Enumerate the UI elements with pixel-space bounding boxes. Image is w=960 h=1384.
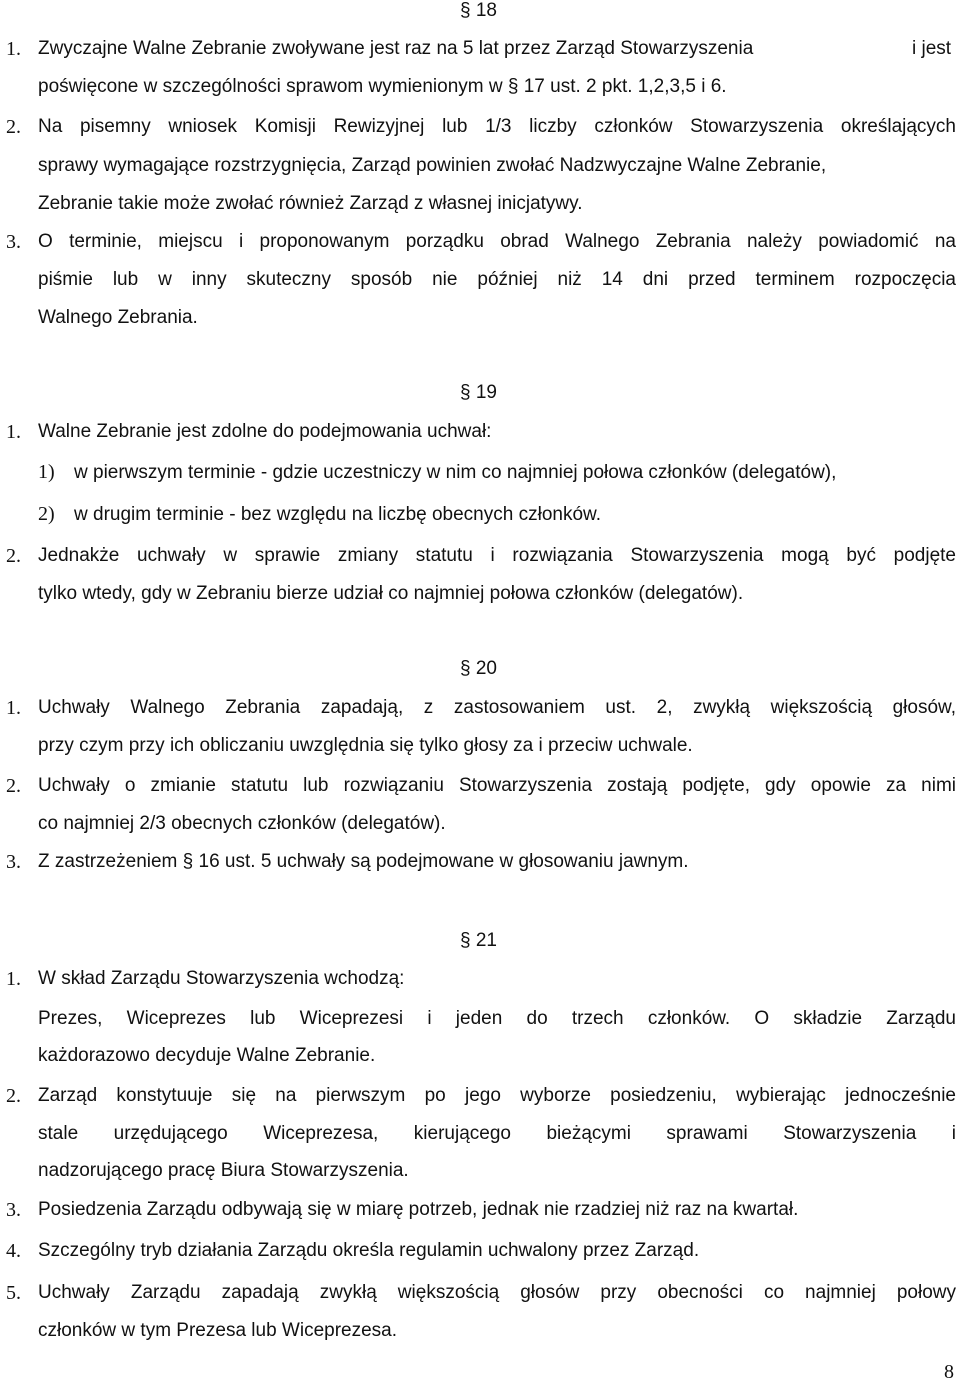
paragraph-line: sprawy wymagające rozstrzygnięcia, Zarząd powinien zwołać Nadzwyczajne Walne Zebranie, xyxy=(38,155,827,176)
paragraph-line: Zebranie takie może zwołać również Zarząd z własnej inicjatywy. xyxy=(38,193,583,214)
paragraph-line: nadzorującego pracę Biura Stowarzyszenia. xyxy=(38,1160,409,1181)
paragraph-number: 2. xyxy=(6,545,21,567)
sub-item-number: 1) xyxy=(38,461,55,483)
paragraph-number: 1. xyxy=(6,968,21,990)
page-number: 8 xyxy=(944,1361,954,1383)
paragraph-number: 1. xyxy=(6,697,21,719)
paragraph-line: tylko wtedy, gdy w Zebraniu bierze udział co najmniej połowa członków (delegatów). xyxy=(38,583,744,604)
paragraph-line: O terminie, miejscu i proponowanym porządku obrad Walnego Zebrania należy powiadomić na xyxy=(38,231,956,252)
paragraph-line: Uchwały Walnego Zebrania zapadają, z zastosowaniem ust. 2, zwykłą większością głosów, xyxy=(38,697,956,718)
paragraph-number: 1. xyxy=(6,38,21,60)
paragraph-line: poświęcone w szczególności sprawom wymienionym w § 17 ust. 2 pkt. 1,2,3,5 i 6. xyxy=(38,76,727,97)
sub-item-number: 2) xyxy=(38,503,55,525)
sub-item-text: w pierwszym terminie - gdzie uczestniczy w nim co najmniej połowa członków (delegatów), xyxy=(74,462,837,483)
paragraph-line: Jednakże uchwały w sprawie zmiany statutu i rozwiązania Stowarzyszenia mogą być podjęte xyxy=(38,545,956,566)
paragraph-line: członków w tym Prezesa lub Wiceprezesa. xyxy=(38,1320,398,1341)
paragraph-line: Uchwały o zmianie statutu lub rozwiązaniu Stowarzyszenia zostają podjęte, gdy opowie za nimi xyxy=(38,775,956,796)
paragraph-line-tail: i jest xyxy=(912,38,952,59)
paragraph-number: 5. xyxy=(6,1282,21,1304)
section-heading-20: § 20 xyxy=(460,658,497,679)
paragraph-line: przy czym przy ich obliczaniu uwzględnia się tylko głosy za i przeciw uchwale. xyxy=(38,735,693,756)
paragraph-line: Zwyczajne Walne Zebranie zwoływane jest raz na 5 lat przez Zarząd Stowarzyszenia xyxy=(38,38,754,59)
sub-item-text: w drugim terminie - bez względu na liczbę obecnych członków. xyxy=(74,504,601,525)
paragraph-line: stale urzędującego Wiceprezesa, kierującego bieżącymi sprawami Stowarzyszenia i xyxy=(38,1123,956,1144)
paragraph-line: W skład Zarządu Stowarzyszenia wchodzą: xyxy=(38,968,405,989)
paragraph-line: Z zastrzeżeniem § 16 ust. 5 uchwały są podejmowane w głosowaniu jawnym. xyxy=(38,851,689,872)
paragraph-line: piśmie lub w inny skuteczny sposób nie później niż 14 dni przed terminem rozpoczęcia xyxy=(38,269,956,290)
paragraph-number: 4. xyxy=(6,1240,21,1262)
section-heading-19: § 19 xyxy=(460,382,497,403)
paragraph-line: każdorazowo decyduje Walne Zebranie. xyxy=(38,1045,376,1066)
paragraph-line: co najmniej 2/3 obecnych członków (delegatów). xyxy=(38,813,446,834)
paragraph-number: 2. xyxy=(6,1085,21,1107)
paragraph-line: Zarząd konstytuuje się na pierwszym po jego wyborze posiedzeniu, wybierając jednocześnie xyxy=(38,1085,956,1106)
paragraph-number: 3. xyxy=(6,1199,21,1221)
paragraph-number: 2. xyxy=(6,116,21,138)
paragraph-line: Walnego Zebrania. xyxy=(38,307,198,328)
paragraph-line: Posiedzenia Zarządu odbywają się w miarę potrzeb, jednak nie rzadziej niż raz na kwartał. xyxy=(38,1199,799,1220)
paragraph-number: 3. xyxy=(6,231,21,253)
section-heading-21: § 21 xyxy=(460,930,497,951)
paragraph-number: 2. xyxy=(6,775,21,797)
paragraph-line: Walne Zebranie jest zdolne do podejmowania uchwał: xyxy=(38,421,492,442)
paragraph-number: 3. xyxy=(6,851,21,873)
section-heading-18: § 18 xyxy=(460,0,497,21)
paragraph-line: Na pisemny wniosek Komisji Rewizyjnej lub 1/3 liczby członków Stowarzyszenia określających xyxy=(38,116,956,137)
paragraph-line: Prezes, Wiceprezes lub Wiceprezesi i jeden do trzech członków. O składzie Zarządu xyxy=(38,1008,956,1029)
paragraph-line: Szczególny tryb działania Zarządu określa regulamin uchwalony przez Zarząd. xyxy=(38,1240,700,1261)
paragraph-line: Uchwały Zarządu zapadają zwykłą większością głosów przy obecności co najmniej połowy xyxy=(38,1282,956,1303)
paragraph-number: 1. xyxy=(6,421,21,443)
